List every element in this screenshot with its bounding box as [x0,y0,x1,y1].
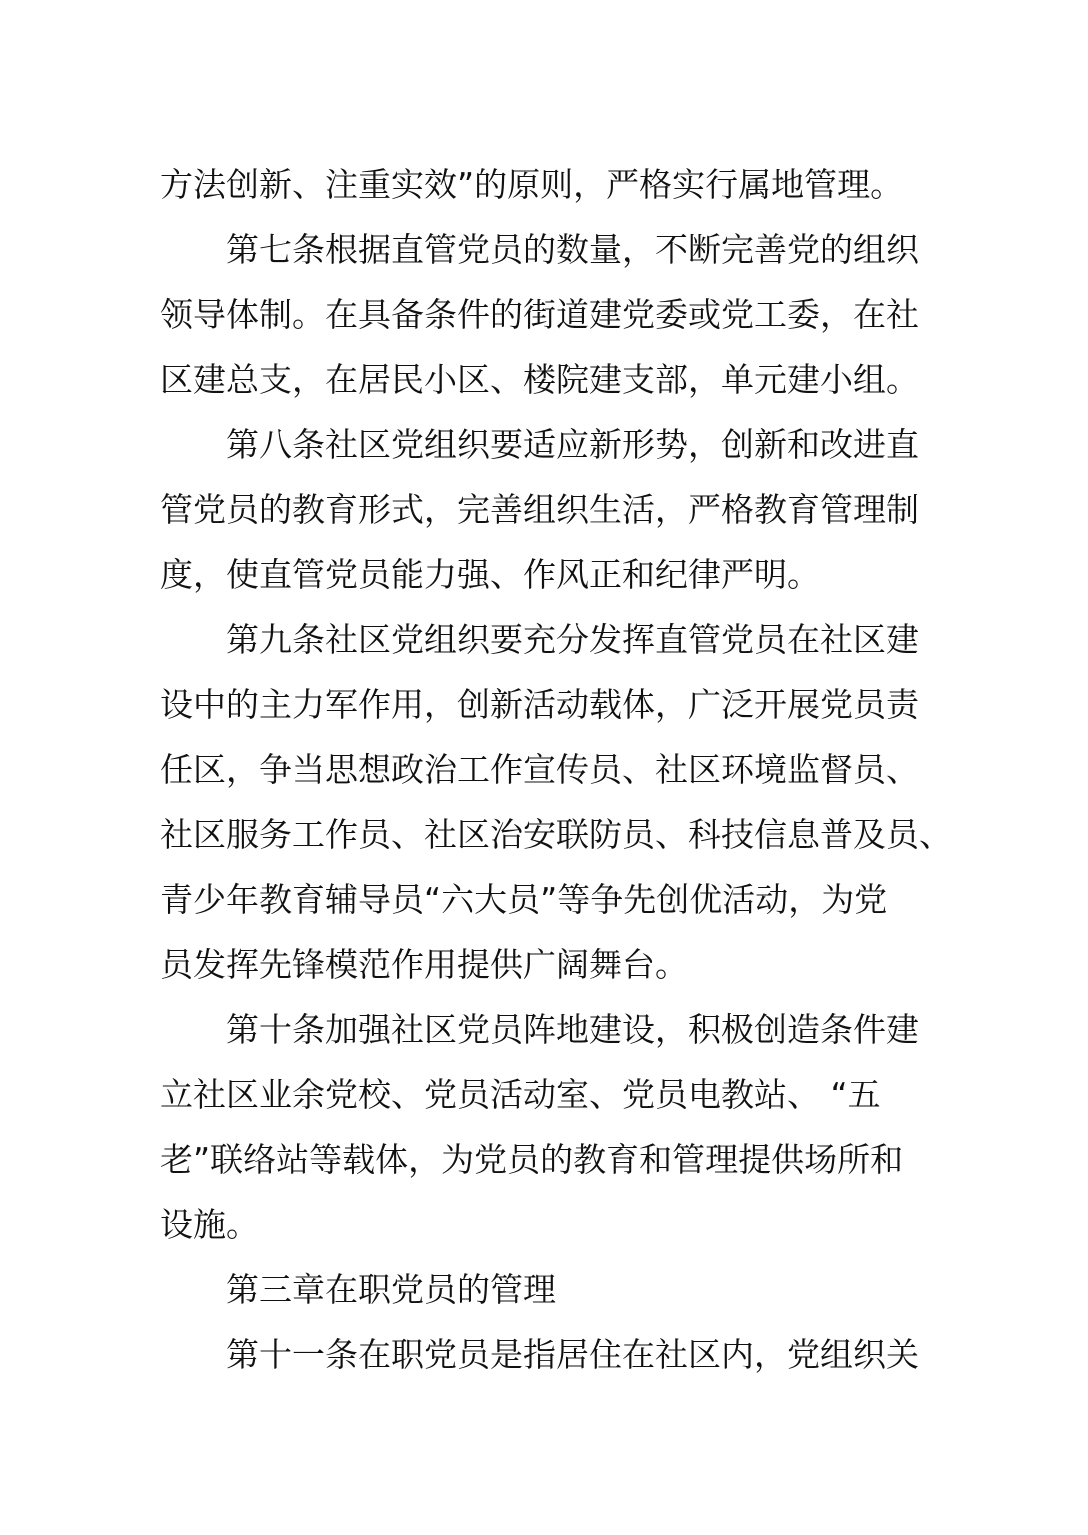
paragraph-start-article-11: 第十一条在职党员是指居住在社区内，党组织关 [226,1335,919,1374]
paragraph-start-article-9: 第九条社区党组织要充分发挥直管党员在社区建 [226,620,919,659]
text-line: 管党员的教育形式，完善组织生活，严格教育管理制 [160,490,919,529]
document-body [160,152,960,1387]
text-line: 领导体制。在具备条件的街道建党委或党工委，在社 [160,295,919,334]
chapter-heading: 第三章在职党员的管理 [226,1270,556,1309]
paragraph-start-article-7: 第七条根据直管党员的数量，不断完善党的组织 [226,230,919,269]
text-line: 度，使直管党员能力强、作风正和纪律严明。 [160,555,820,594]
text-line: 立社区业余党校、党员活动室、党员电教站、 “五 [160,1075,881,1114]
text-line: 方法创新、注重实效”的原则，严格实行属地管理。 [160,165,904,204]
text-line: 区建总支，在居民小区、楼院建支部，单元建小组。 [160,360,919,399]
paragraph-start-article-10: 第十条加强社区党员阵地建设，积极创造条件建 [226,1010,919,1049]
text-line: 员发挥先锋模范作用提供广阔舞台。 [160,945,688,984]
text-line: 设中的主力军作用，创新活动载体，广泛开展党员责 [160,685,919,724]
text-line: 老”联络站等载体，为党员的教育和管理提供场所和 [160,1140,904,1179]
text-line: 社区服务工作员、社区治安联防员、科技信息普及员、 [160,815,952,854]
text-line: 任区，争当思想政治工作宣传员、社区环境监督员、 [160,750,919,789]
text-line: 设施。 [160,1205,259,1244]
paragraph-start-article-8: 第八条社区党组织要适应新形势，创新和改进直 [226,425,919,464]
text-line: 青少年教育辅导员“六大员”等争先创优活动，为党 [160,880,888,919]
